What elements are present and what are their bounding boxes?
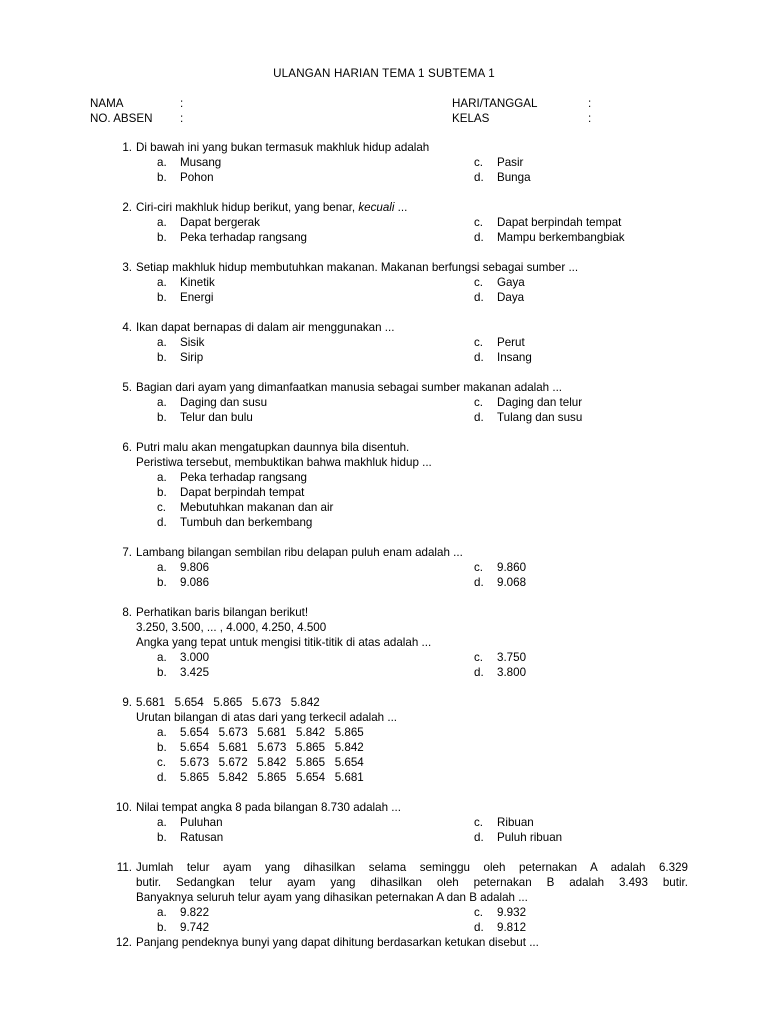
question-stem (112, 260, 688, 275)
nama-colon: : (180, 97, 184, 110)
option-text: Musang (180, 156, 222, 169)
question-stem (112, 320, 688, 335)
option-text: 9.860 (497, 561, 527, 574)
option-text: Bunga (497, 171, 531, 184)
option-letter: d. (157, 516, 167, 529)
option-text: 9.812 (497, 921, 527, 934)
question-stem (112, 605, 688, 650)
question-stem (112, 380, 688, 395)
option-row (112, 170, 688, 185)
answer-options (112, 275, 688, 305)
option-text: 9.086 (180, 576, 210, 589)
option-letter: d. (474, 666, 484, 679)
option-text: 5.673 5.672 5.842 5.865 5.654 (180, 756, 364, 769)
option-text: Energi (180, 291, 214, 304)
option-text: Ribuan (497, 816, 534, 829)
option-letter: b. (157, 291, 167, 304)
question-item (112, 800, 688, 845)
option-text: Ratusan (180, 831, 224, 844)
option-text: Dapat berpindah tempat (497, 216, 622, 229)
question-item (112, 935, 688, 950)
answer-option (112, 740, 688, 755)
option-letter: c. (157, 501, 167, 514)
question-text: Angka yang tepat untuk mengisi titik-titik di atas adalah ... (136, 636, 432, 649)
option-letter: a. (157, 561, 167, 574)
option-letter: a. (157, 726, 167, 739)
option-letter: b. (157, 741, 167, 754)
answer-option (112, 515, 688, 530)
option-row (112, 830, 688, 845)
answer-options (112, 560, 688, 590)
nama-label: NAMA (90, 97, 124, 110)
option-letter: c. (474, 906, 484, 919)
question-stem (112, 800, 688, 815)
answer-option (112, 770, 688, 785)
question-stem (112, 140, 688, 155)
answer-option (112, 290, 688, 305)
option-letter: c. (474, 216, 484, 229)
option-row (112, 275, 688, 290)
option-letter: a. (157, 216, 167, 229)
question-item (112, 605, 688, 680)
answer-options (112, 905, 688, 935)
option-text: 9.932 (497, 906, 527, 919)
option-row (112, 395, 688, 410)
option-row (112, 335, 688, 350)
option-letter: c. (474, 651, 484, 664)
option-letter: d. (474, 411, 484, 424)
option-text: 3.750 (497, 651, 527, 664)
question-number: 11. (116, 861, 132, 874)
option-text: 5.865 5.842 5.865 5.654 5.681 (180, 771, 364, 784)
question-stem (112, 440, 688, 470)
option-letter: c. (474, 396, 484, 409)
option-row (112, 410, 688, 425)
option-row (112, 230, 688, 245)
option-text: Pasir (497, 156, 524, 169)
answer-option (112, 335, 688, 350)
option-letter: a. (157, 156, 167, 169)
option-text: Sisik (180, 336, 205, 349)
answer-option (112, 905, 688, 920)
answer-option (112, 155, 688, 170)
option-letter: a. (157, 396, 167, 409)
header-row-2 (90, 111, 610, 126)
option-letter: a. (157, 276, 167, 289)
question-text: Setiap makhluk hidup membutuhkan makanan. Makanan berfungsi sebagai sumber ... (136, 261, 579, 274)
answer-option (112, 410, 688, 425)
option-letter: c. (474, 816, 484, 829)
option-letter: b. (157, 411, 167, 424)
option-text: 9.822 (180, 906, 210, 919)
question-item (112, 140, 688, 185)
answer-option (112, 815, 688, 830)
question-text: Bagian dari ayam yang dimanfaatkan manusia sebagai sumber makanan adalah ... (136, 381, 563, 394)
option-text: Kinetik (180, 276, 215, 289)
kelas-colon: : (588, 112, 592, 125)
question-item (112, 320, 688, 365)
option-letter: b. (157, 666, 167, 679)
option-row (112, 560, 688, 575)
question-number: 12. (115, 936, 132, 949)
option-letter: d. (474, 291, 484, 304)
question-list (112, 140, 688, 965)
question-text: Panjang pendeknya bunyi yang dapat dihitung berdasarkan ketukan disebut ... (136, 936, 539, 949)
option-letter: a. (157, 906, 167, 919)
option-letter: d. (474, 576, 484, 589)
hari-tanggal-label: HARI/TANGGAL (452, 97, 538, 110)
question-number: 9. (122, 696, 132, 709)
question-item (112, 695, 688, 785)
option-text: 9.742 (180, 921, 210, 934)
option-letter: d. (157, 771, 167, 784)
answer-option (112, 275, 688, 290)
answer-options (112, 470, 688, 530)
option-text: Sirip (180, 351, 204, 364)
page-title: ULANGAN HARIAN TEMA 1 SUBTEMA 1 (273, 67, 495, 80)
option-letter: a. (157, 471, 167, 484)
option-letter: b. (157, 576, 167, 589)
option-text: Daya (497, 291, 525, 304)
question-number: 4. (122, 321, 132, 334)
answer-option (112, 500, 688, 515)
option-text: Puluhan (180, 816, 223, 829)
question-number: 2. (122, 201, 132, 214)
option-letter: b. (157, 486, 167, 499)
question-text: Peristiwa tersebut, membuktikan bahwa makhluk hidup ... (136, 456, 432, 469)
answer-options (112, 395, 688, 425)
option-letter: b. (157, 231, 167, 244)
option-letter: c. (474, 156, 484, 169)
option-letter: c. (474, 276, 484, 289)
answer-option (112, 470, 688, 485)
option-row (112, 650, 688, 665)
option-text: Gaya (497, 276, 525, 289)
option-row (112, 815, 688, 830)
option-text: 5.654 5.681 5.673 5.865 5.842 (180, 741, 364, 754)
option-text: Daging dan telur (497, 396, 583, 409)
question-number: 6. (122, 441, 132, 454)
question-stem (112, 860, 688, 905)
question-text: Ikan dapat bernapas di dalam air menggunakan ... (136, 321, 395, 334)
option-letter: d. (474, 171, 484, 184)
option-text: Peka terhadap rangsang (180, 471, 307, 484)
option-row (112, 575, 688, 590)
question-text: Lambang bilangan sembilan ribu delapan puluh enam adalah ... (136, 546, 463, 559)
question-text: 5.681 5.654 5.865 5.673 5.842 (136, 696, 320, 709)
answer-option (112, 830, 688, 845)
question-text: Perhatikan baris bilangan berikut! (136, 606, 309, 619)
question-text: Di bawah ini yang bukan termasuk makhluk hidup adalah (136, 141, 430, 154)
question-number: 5. (122, 381, 132, 394)
answer-option (112, 215, 688, 230)
option-row (112, 215, 688, 230)
answer-option (112, 755, 688, 770)
question-item (112, 380, 688, 425)
option-letter: c. (157, 756, 167, 769)
option-letter: d. (474, 831, 484, 844)
option-letter: d. (474, 351, 484, 364)
option-letter: b. (157, 831, 167, 844)
answer-option (112, 395, 688, 410)
header-row-1 (90, 96, 610, 111)
option-text: Dapat bergerak (180, 216, 260, 229)
question-stem (112, 200, 688, 215)
answer-option (112, 230, 688, 245)
answer-option (112, 560, 688, 575)
answer-options (112, 215, 688, 245)
option-row (112, 920, 688, 935)
answer-option (112, 920, 688, 935)
option-text: 9.806 (180, 561, 210, 574)
option-text: 3.425 (180, 666, 210, 679)
question-text: Banyaknya seluruh telur ayam yang dihasikan peternakan A dan B adalah ... (136, 891, 528, 904)
option-text: Peka terhadap rangsang (180, 231, 307, 244)
question-stem (112, 695, 688, 725)
option-letter: a. (157, 816, 167, 829)
option-row (112, 290, 688, 305)
question-stem (112, 935, 688, 950)
option-letter: d. (474, 231, 484, 244)
answer-option (112, 170, 688, 185)
option-text: Pohon (180, 171, 214, 184)
question-item (112, 440, 688, 530)
question-stem (112, 545, 688, 560)
question-text: Nilai tempat angka 8 pada bilangan 8.730 adalah ... (136, 801, 401, 814)
answer-options (112, 155, 688, 185)
question-item (112, 545, 688, 590)
answer-option (112, 350, 688, 365)
option-letter: d. (474, 921, 484, 934)
option-text: Dapat berpindah tempat (180, 486, 305, 499)
option-text: 3.800 (497, 666, 527, 679)
hari-tanggal-colon: : (588, 97, 592, 110)
answer-option (112, 575, 688, 590)
answer-options (112, 815, 688, 845)
question-text: Putri malu akan mengatupkan daunnya bila disentuh. (136, 441, 410, 454)
option-text: Telur dan bulu (180, 411, 253, 424)
option-text: Puluh ribuan (497, 831, 563, 844)
option-text: Tumbuh dan berkembang (180, 516, 313, 529)
question-text: Ciri-ciri makhluk hidup berikut, yang benar, kecuali ... (136, 201, 408, 214)
option-letter: b. (157, 171, 167, 184)
question-text: butir. Sedangkan telur ayam yang dihasilkan oleh peternakan B adalah 3.493 butir. (136, 876, 688, 889)
question-number: 10. (115, 801, 132, 814)
question-text: Urutan bilangan di atas dari yang terkecil adalah ... (136, 711, 398, 724)
answer-option (112, 485, 688, 500)
option-letter: a. (157, 336, 167, 349)
kelas-label: KELAS (452, 112, 490, 125)
absen-colon: : (180, 112, 184, 125)
option-text: 5.654 5.673 5.681 5.842 5.865 (180, 726, 364, 739)
option-text: Tulang dan susu (497, 411, 583, 424)
option-row (112, 155, 688, 170)
question-item (112, 200, 688, 245)
answer-option (112, 650, 688, 665)
option-row (112, 350, 688, 365)
question-text: Jumlah telur ayam yang dihasilkan selama seminggu oleh peternakan A adalah 6.329 (136, 861, 688, 874)
option-text: Daging dan susu (180, 396, 268, 409)
answer-option (112, 725, 688, 740)
option-letter: c. (474, 561, 484, 574)
question-item (112, 260, 688, 305)
option-letter: b. (157, 921, 167, 934)
answer-options (112, 650, 688, 680)
question-number: 7. (122, 546, 132, 559)
option-letter: a. (157, 651, 167, 664)
option-text: 9.068 (497, 576, 527, 589)
option-text: 3.000 (180, 651, 210, 664)
question-item (112, 860, 688, 935)
absen-label: NO. ABSEN (90, 112, 153, 125)
option-row (112, 905, 688, 920)
option-text: Perut (497, 336, 525, 349)
student-info-header (90, 96, 610, 126)
option-letter: b. (157, 351, 167, 364)
question-number: 8. (122, 606, 132, 619)
answer-options (112, 725, 688, 785)
answer-option (112, 665, 688, 680)
answer-options (112, 335, 688, 365)
question-text: 3.250, 3.500, ... , 4.000, 4.250, 4.500 (136, 621, 327, 634)
question-number: 1. (122, 141, 132, 154)
option-text: Mebutuhkan makanan dan air (180, 501, 334, 514)
option-text: Insang (497, 351, 532, 364)
question-number: 3. (122, 261, 132, 274)
option-row (112, 665, 688, 680)
option-text: Mampu berkembangbiak (497, 231, 625, 244)
option-letter: c. (474, 336, 484, 349)
